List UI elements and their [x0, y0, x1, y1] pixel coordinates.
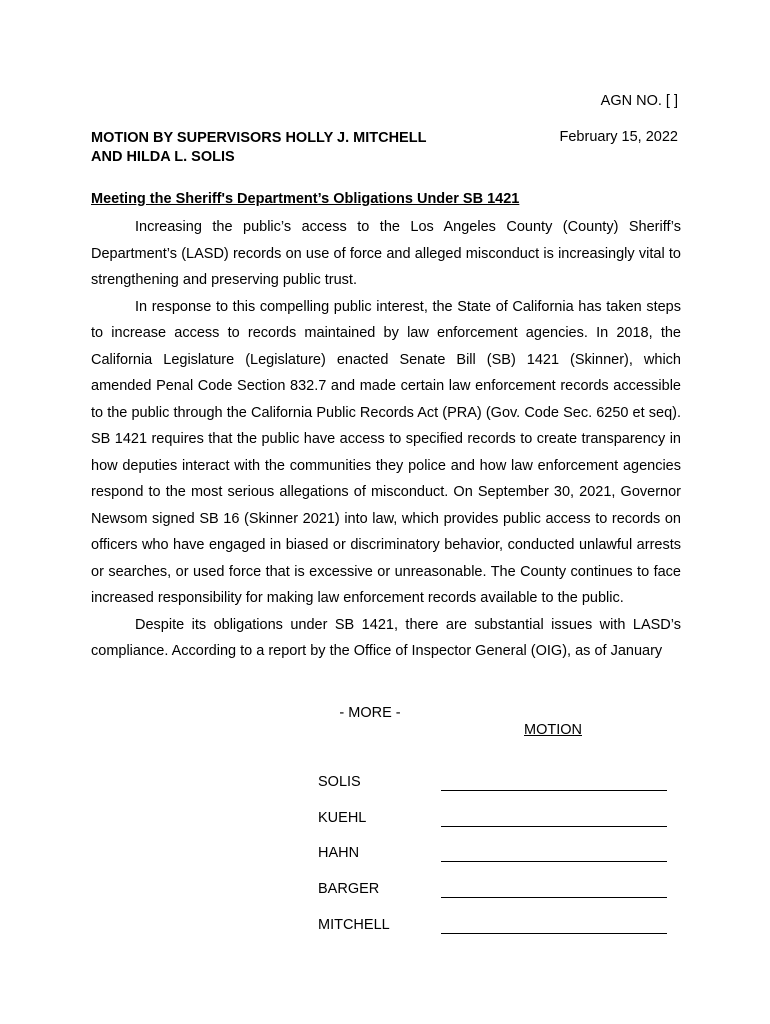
- agenda-number: AGN NO. [ ]: [600, 93, 678, 109]
- vote-row-barger: [318, 881, 678, 917]
- signature-line: [441, 933, 667, 934]
- supervisor-name: KUEHL: [318, 809, 367, 826]
- vote-row-kuehl: [318, 810, 678, 846]
- signature-line: [441, 790, 667, 791]
- supervisor-name: HAHN: [318, 845, 360, 862]
- paragraph-1: Increasing the public’s access to the Los Angeles County (County) Sheriff’s Department’s (LASD) records on use of force and alleged misconduct is increasingly vital to strengthening and preserving public trust.: [91, 219, 681, 288]
- motion-heading: Meeting the Sheriff's Department’s Obligations Under SB 1421: [91, 191, 520, 207]
- motion-vote-label: MOTION: [524, 722, 582, 738]
- vote-row-solis: [318, 774, 678, 810]
- more-indicator: - MORE -: [339, 705, 401, 721]
- motion-by-line-2: AND HILDA L. SOLIS: [91, 149, 235, 165]
- motion-by-line-1: MOTION BY SUPERVISORS HOLLY J. MITCHELL: [91, 130, 427, 146]
- motion-date: February 15, 2022: [559, 129, 678, 145]
- paragraph-2: In response to this compelling public interest, the State of California has taken steps to increase access to records maintained by law enforcement agencies. In 2018, the California Legislature (Legislature) enacted Senate Bill (SB) 1421 (Skinner), which amended Penal Code Section 832.7 and made certain law enforcement records accessible to the public through the California Public Records Act (PRA) (Gov. Code Sec. 6250 et seq). SB 1421 requires that the public have access to specified records to create transparency in how deputies interact with the communities they police and how law enforcement agencies respond to the most serious allegations of misconduct. On September 30, 2021, Governor Newsom signed SB 16 (Skinner 2021) into law, which provides public access to records on officers who have engaged in biased or discriminatory behavior, conducted unlawful arrests or searches, or used force that is excessive or unreasonable. The County continues to face increased responsibility for making law enforcement records available to the public.: [91, 298, 681, 606]
- motion-by-header: [91, 129, 491, 167]
- supervisor-name: MITCHELL: [318, 916, 390, 933]
- supervisor-name: SOLIS: [318, 774, 361, 790]
- vote-row-mitchell: [318, 917, 678, 953]
- paragraph-3: Despite its obligations under SB 1421, there are substantial issues with LASD’s compliance. According to a report by the Office of Inspector General (OIG), as of January: [91, 616, 681, 659]
- supervisor-name: BARGER: [318, 881, 380, 898]
- vote-row-hahn: [318, 845, 678, 881]
- signature-line: [441, 826, 667, 827]
- vote-table: [318, 774, 678, 952]
- signature-line: [441, 897, 667, 898]
- motion-body: [91, 214, 681, 665]
- signature-line: [441, 861, 667, 862]
